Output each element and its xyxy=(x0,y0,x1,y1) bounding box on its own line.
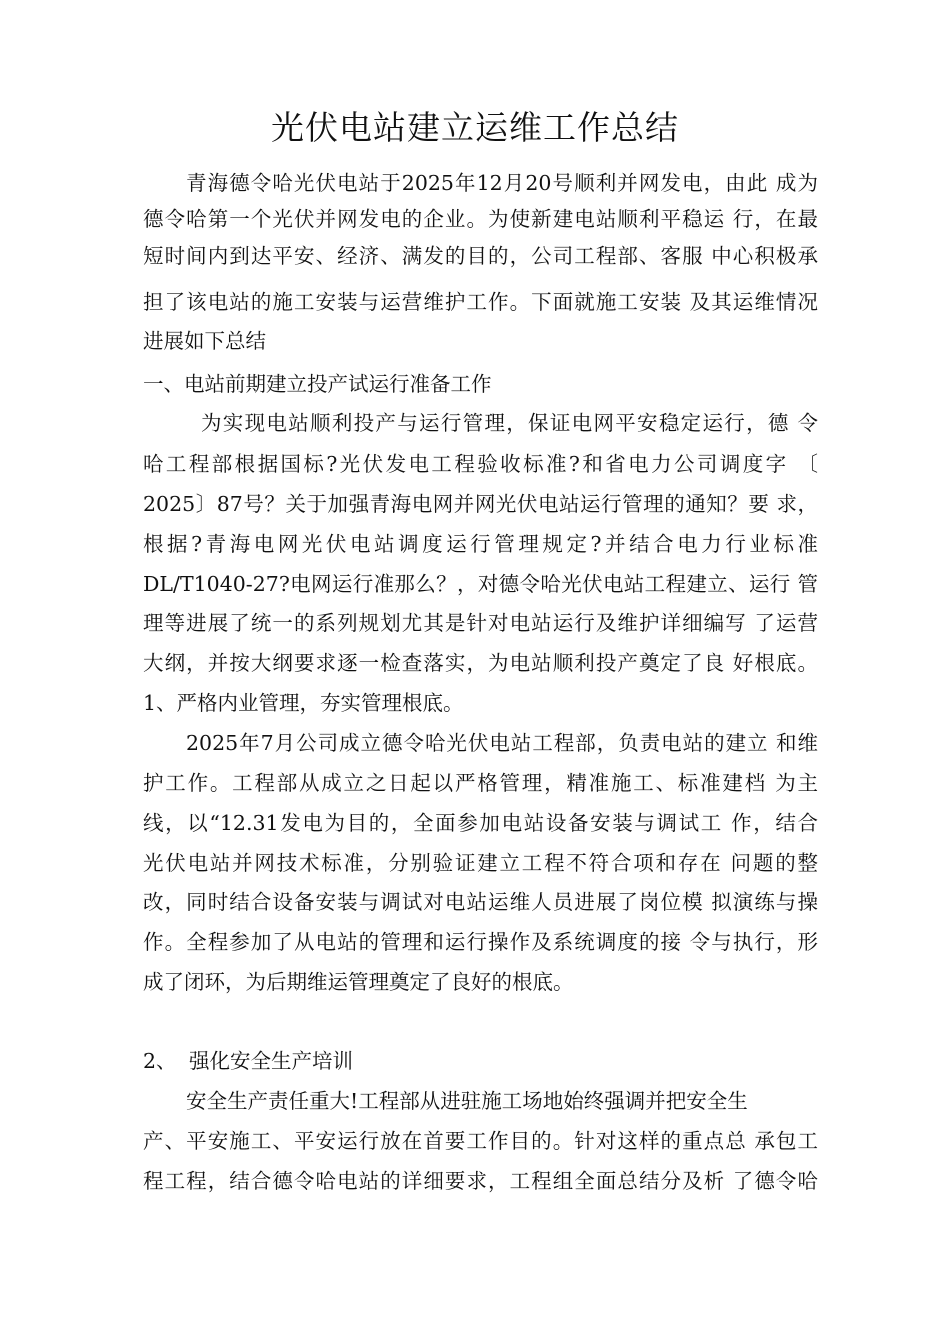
paragraph-line: 安全生产责任重大!工程部从进驻施工场地始终强调并把安全生 xyxy=(186,1089,748,1113)
paragraph-line: 大纲，并按大纲要求逐一检查落实，为电站顺利投产奠定了良 好根底。 xyxy=(143,651,818,675)
paragraph-line: 产、平安施工、平安运行放在首要工作目的。针对这样的重点总 承包工 xyxy=(143,1129,818,1153)
paragraph-line: 青海德令哈光伏电站于2025年12月20号顺利并网发电，由此 成为 xyxy=(186,171,818,195)
document-title: 光伏电站建立运维工作总结 xyxy=(271,108,679,147)
paragraph-line: 担了该电站的施工安装与运营维护工作。下面就施工安装 及其运维情况 xyxy=(143,290,818,314)
paragraph-line: 成了闭环，为后期维运管理奠定了良好的根底。 xyxy=(143,970,574,994)
subsection-heading: 1、严格内业管理，夯实管理根底。 xyxy=(143,691,464,715)
paragraph-line: 理等进展了统一的系列规划尤其是针对电站运行及维护详细编写 了运营 xyxy=(143,611,818,635)
paragraph-line: 进展如下总结 xyxy=(143,329,266,353)
paragraph-line: 2025年7月公司成立德令哈光伏电站工程部，负责电站的建立 和维 xyxy=(186,731,818,755)
paragraph-line: 作。全程参加了从电站的管理和运行操作及系统调度的接 令与执行，形 xyxy=(143,930,818,954)
paragraph-line: 哈工程部根据国标?光伏发电工程验收标准?和省电力公司调度字 〔 xyxy=(143,452,818,476)
paragraph-line: 线，以“12.31发电为目的，全面参加电站设备安装与调试工 作，结合 xyxy=(143,811,818,835)
subsection-heading: 2、 强化安全生产培训 xyxy=(143,1049,354,1073)
paragraph-line: 为实现电站顺利投产与运行管理，保证电网平安稳定运行，德 令 xyxy=(201,411,818,435)
section-heading: 一、电站前期建立投产试运行准备工作 xyxy=(143,372,492,396)
paragraph-line: 光伏电站并网技术标准，分别验证建立工程不符合项和存在 问题的整 xyxy=(143,851,818,875)
paragraph-line: 程工程，结合德令哈电站的详细要求，工程组全面总结分及析 了德令哈 xyxy=(143,1169,818,1193)
paragraph-line: 改，同时结合设备安装与调试对电站运维人员进展了岗位模 拟演练与操 xyxy=(143,890,818,914)
paragraph-line: 德令哈第一个光伏并网发电的企业。为使新建电站顺利平稳运 行，在最 xyxy=(143,207,818,231)
paragraph-line: 护工作。工程部从成立之日起以严格管理，精准施工、标准建档 为主 xyxy=(143,771,818,795)
paragraph-line: 根据?青海电网光伏电站调度运行管理规定?并结合电力行业标准 xyxy=(143,532,818,556)
paragraph-line: 短时间内到达平安、经济、满发的目的，公司工程部、客服 中心积极承 xyxy=(143,244,818,268)
paragraph-line: DL/T1040-27?电网运行准那么？，对德令哈光伏电站工程建立、运行 管 xyxy=(143,572,818,596)
paragraph-line: 2025〕87号？关于加强青海电网并网光伏电站运行管理的通知？要 求， xyxy=(143,492,818,516)
